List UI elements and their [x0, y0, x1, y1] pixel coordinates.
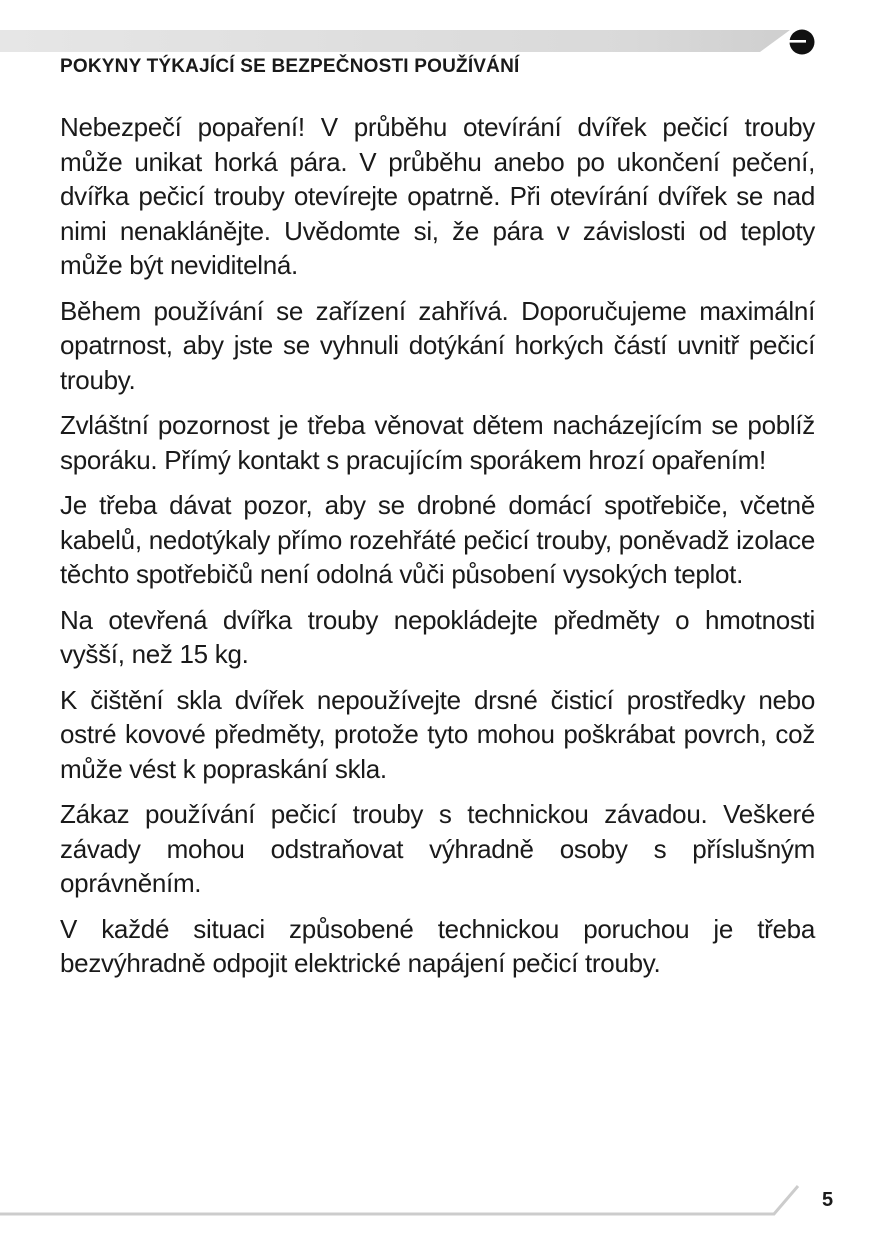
- paragraph-door-load: Na otevřená dvířka trouby nepokládejte předměty o hmotnosti vyšší, než 15 kg.: [60, 604, 815, 669]
- paragraph-power-disconnect: V každé situaci způsobené technickou poruchou je třeba bezvýhradně odpojit elektrické napájení pečicí trouby.: [60, 913, 815, 978]
- page-number: 5: [822, 1189, 834, 1211]
- paragraph-steam-warning: Nebezpečí popaření! V průběhu otevírání dvířek pečicí trouby může unikat horká pára. V průběhu anebo po ukončení pečení, dvířka pečicí trouby otevírejte opatrně. Při otevírání dvířek se nad nimi nenaklánějte. Uvědomte si, že pára v závislosti od teploty může být neviditelná.: [60, 112, 815, 280]
- paragraph-defects: Zákaz používání pečicí trouby s technickou závadou. Veškeré závady mohou odstraňovat výhradně osoby s příslušným oprávněním.: [60, 799, 815, 898]
- safety-instructions: [60, 110, 815, 992]
- paragraph-glass-cleaning: K čištění skla dvířek nepoužívejte drsné čisticí prostředky nebo ostré kovové předměty, protože tyto mohou poškrábat povrch, což může vést k popraskání skla.: [60, 684, 815, 784]
- paragraph-children: Zvláštní pozornost je třeba věnovat dětem nacházejícím se poblíž sporáku. Přímý kontakt s pracujícím sporákem hrozí opařením!: [60, 410, 815, 475]
- paragraph-small-appliances: Je třeba dávat pozor, aby se drobné domácí spotřebiče, včetně kabelů, nedotýkaly přímo rozehřáté pečicí trouby, poněvadž izolace těchto spotřebičů není odolná vůči působení vysokých teplot.: [60, 490, 815, 589]
- section-heading: POKYNY TÝKAJÍCÍ SE BEZPEČNOSTI POUŽÍVÁNÍ: [60, 56, 520, 77]
- footer-band: [0, 1184, 800, 1218]
- header-band: [0, 30, 800, 52]
- language-indicator-icon: [789, 29, 815, 55]
- paragraph-hot-parts: Během používání se zařízení zahřívá. Doporučujeme maximální opatrnost, aby jste se vyhnuli dotýkání horkých částí uvnitř pečicí trouby.: [60, 295, 815, 395]
